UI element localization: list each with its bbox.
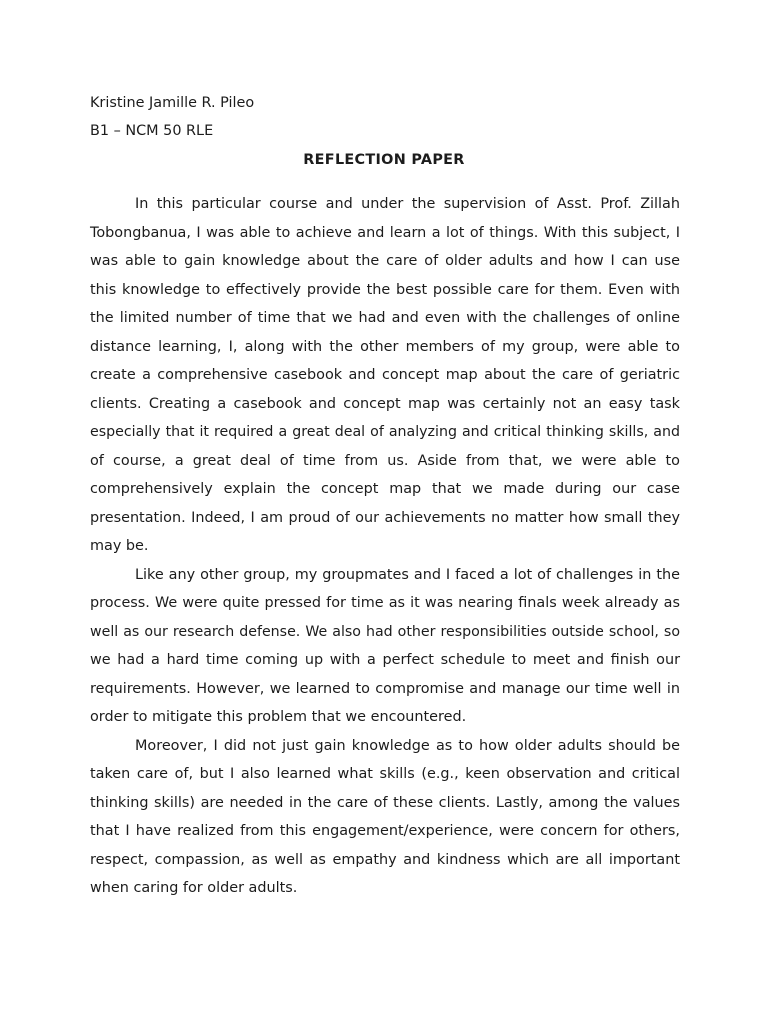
paragraph-line: create a comprehensive casebook and concept map about the care of geriatric bbox=[90, 367, 680, 383]
paragraph bbox=[90, 190, 680, 561]
course-code: B1 – NCM 50 RLE bbox=[90, 123, 214, 139]
paragraph-line: the limited number of time that we had and even with the challenges of online bbox=[90, 310, 680, 326]
paragraph-line: order to mitigate this problem that we encountered. bbox=[90, 709, 467, 725]
page-title: REFLECTION PAPER bbox=[303, 152, 465, 168]
author-name: Kristine Jamille R. Pileo bbox=[90, 95, 255, 111]
paragraph-line: Like any other group, my groupmates and I faced a lot of challenges in the bbox=[135, 566, 680, 583]
paragraph-line: respect, compassion, as well as empathy and kindness which are all important bbox=[90, 851, 680, 868]
paragraph-line: presentation. Indeed, I am proud of our achievements no matter how small they bbox=[90, 509, 680, 526]
paragraph-line: this knowledge to effectively provide the best possible care for them. Even with bbox=[90, 281, 680, 298]
paragraph-line: of course, a great deal of time from us. Aside from that, we were able to bbox=[90, 452, 680, 469]
paragraph-line: taken care of, but I also learned what skills (e.g., keen observation and critical bbox=[90, 766, 680, 782]
paragraph-line: clients. Creating a casebook and concept map was certainly not an easy task bbox=[90, 395, 680, 412]
paragraph-line: requirements. However, we learned to compromise and manage our time well in bbox=[90, 680, 680, 697]
paragraph bbox=[90, 561, 680, 732]
paragraph-line: Tobongbanua, I was able to achieve and learn a lot of things. With this subject, I bbox=[90, 224, 680, 241]
paragraph-line: distance learning, I, along with the other members of my group, were able to bbox=[90, 338, 680, 355]
paragraph-line: process. We were quite pressed for time as it was nearing finals week already as bbox=[90, 595, 680, 611]
paragraph-line: well as our research defense. We also had other responsibilities outside school, so bbox=[90, 623, 680, 640]
paragraph bbox=[90, 732, 680, 903]
paragraph-line: may be. bbox=[90, 538, 149, 554]
paragraph-line: Moreover, I did not just gain knowledge as to how older adults should be bbox=[135, 737, 680, 754]
paragraph-line: that I have realized from this engagement/experience, were concern for others, bbox=[90, 823, 680, 839]
document-body bbox=[90, 190, 680, 903]
paragraph-line: when caring for older adults. bbox=[90, 880, 298, 896]
paragraph-line: comprehensively explain the concept map that we made during our case bbox=[90, 481, 680, 497]
paragraph-line: thinking skills) are needed in the care of these clients. Lastly, among the values bbox=[90, 794, 680, 811]
paragraph-line: In this particular course and under the supervision of Asst. Prof. Zillah bbox=[135, 196, 680, 212]
paragraph-line: was able to gain knowledge about the care of older adults and how I can use bbox=[90, 253, 680, 269]
paragraph-line: we had a hard time coming up with a perfect schedule to meet and finish our bbox=[90, 652, 680, 668]
paragraph-line: especially that it required a great deal of analyzing and critical thinking skills, and bbox=[90, 424, 680, 440]
